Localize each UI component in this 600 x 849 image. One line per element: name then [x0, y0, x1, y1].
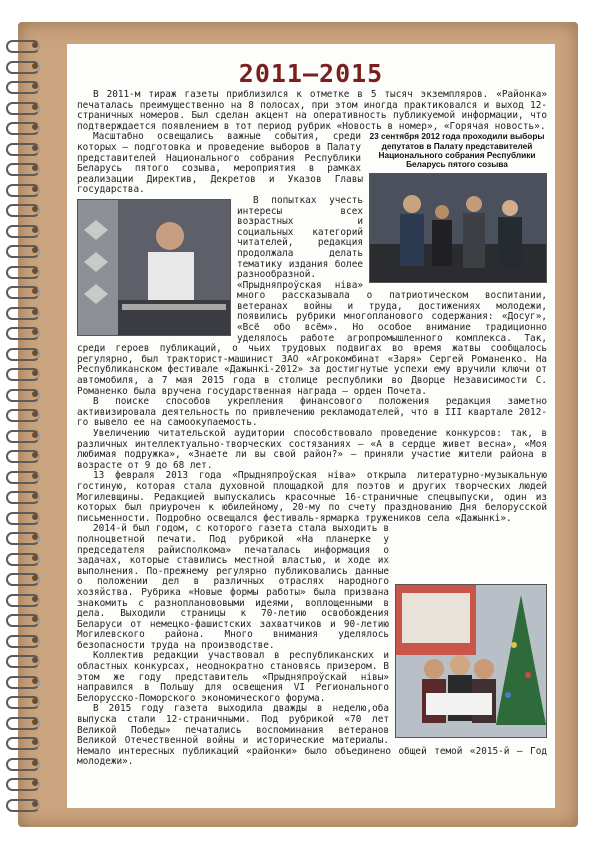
spiral-ring [2, 737, 42, 749]
spiral-ring [2, 594, 42, 606]
spiral-ring [2, 512, 42, 524]
paragraph-7: 2014-й был годом, с которого газета стала выходить в полноцветной печати. Под рубрикой «На планерке у председателя райисполкома» печаталась информация о задачах, которые ставились местной властью, и ходе их выполнения. По-прежнему регулярно публиковались данные о положении дел в различных отраслях народного хозяйства. Рубрика «Новые формы работы» была призвана знакомить с разнопланововыми идеями, воплощенными в дела. Выходили страницы к 70-летию освобождения Беларуси от немецко-фашистских захватчиков и 90-летию Могилевского района. Много внимания уделялось безопасности труда на производстве. [77, 523, 389, 651]
spiral-ring [2, 61, 42, 73]
spiral-ring [2, 491, 42, 503]
spiral-ring [2, 204, 42, 216]
spiral-ring [2, 450, 42, 462]
paragraph-2: Масштабно освещались важные события, среди которых – подготовка и проведение выборов в Палату представителей Национального собрания Республики Беларусь пятого созыва, мероприятия в рамках реализации Директив, Декретов и Указов Главы государства. [77, 131, 363, 196]
spiral-ring [2, 163, 42, 175]
spiral-ring [2, 614, 42, 626]
photo-tractor-driver [77, 199, 231, 336]
notebook-page [67, 44, 555, 808]
paragraph-4: В поиске способов укрепления финансового положения редакция заметно активизировала деятельность по привлечению рекламодателей, что в III квартале 2012-го вывело ее на самоокупаемость. [77, 396, 547, 429]
paragraph-5: Увеличению читательской аудитории способствовало проведение конкурсов: так, в различных интеллектуально-творческих состязаниях – «А в сердце живет весна», «Моя любимая подружка», «Знаете ли вы свой район?» – приняли участие жители района в возрасте от 9 до 68 лет. [77, 428, 547, 471]
spiral-binding [2, 40, 42, 820]
article-body [77, 90, 547, 768]
spiral-ring [2, 389, 42, 401]
spiral-ring [2, 368, 42, 380]
spiral-ring [2, 778, 42, 790]
spiral-ring [2, 553, 42, 565]
photo-elections [369, 173, 547, 283]
spiral-ring [2, 225, 42, 237]
page-title: 2011–2015 [238, 59, 384, 88]
spiral-ring [2, 286, 42, 298]
spiral-ring [2, 245, 42, 257]
spiral-ring [2, 471, 42, 483]
spiral-ring [2, 717, 42, 729]
paragraph-8: Коллектив редакции участвовал в республиканских и областных конкурсах, неоднократно становясь призером. В этом же году представитель «Прыдняпроўскай нівы» направился в Польшу для освещения VI Регионального Белорусско-Поморского экономического форума. [77, 650, 389, 704]
spiral-ring [2, 532, 42, 544]
spiral-ring [2, 327, 42, 339]
spiral-ring [2, 409, 42, 421]
spiral-ring [2, 184, 42, 196]
spiral-ring [2, 635, 42, 647]
photo-editorial-staff [395, 584, 547, 738]
photo-caption-elections: 23 сентября 2012 года проходили выборы депутатов в Палату представителей Национального собрания Республики Беларусь пятого созыва [369, 131, 545, 169]
spiral-ring [2, 348, 42, 360]
spiral-ring [2, 266, 42, 278]
spiral-ring [2, 307, 42, 319]
paragraph-3: В попытках учесть интересы всех возрастных и социальных категорий читателей, редакция продолжала делать тематику издания более разнообразной. «Прыдняпроўская ніва» много рассказывала о патриотическом воспитании, ветеранах войны и труда, достижениях молодежи, появились рубрики многопланового содержания: «Досуг», «Всё обо всём». Но особое внимание традиционно уделялось работе агропромышленного комплекса. Так, среди героев публикаций, о чьих трудовых подвигах во время жатвы сообщалось регулярно, был тракторист-машинист ЗАО «Агрокомбинат «Заря» Сергей Романенко. На Республиканском фестивале «Дажынкі-2012» за достигнутые успехи ему вручили ключи от автомобиля, а 7 мая 2015 года в столице республики во Дворце Независимости С. Романенко была вручена государственная награда – орден Почета. [77, 194, 547, 397]
spiral-ring [2, 696, 42, 708]
spiral-ring [2, 122, 42, 134]
spiral-ring [2, 799, 42, 811]
spiral-ring [2, 758, 42, 770]
spiral-ring [2, 655, 42, 667]
paragraph-6: 13 февраля 2013 года «Прыдняпроўская ніва» открыла литературно-музыкальную гостиную, которая стала духовной площадкой для поэтов и других творческих людей Могилевщины. Редакцией выпускались красочные 16-страничные спецвыпуски, один из которых был приурочен к юбилейному, 20-му по счету празднованию Дня белорусской письменности. Подробно освещался фестиваль-ярмарка тружеников села «Дажынкі». [77, 470, 547, 524]
spiral-ring [2, 81, 42, 93]
spiral-ring [2, 40, 42, 52]
spiral-ring [2, 102, 42, 114]
spiral-ring [2, 676, 42, 688]
paragraph-1: В 2011-м тираж газеты приблизился к отметке в 5 тысяч экземпляров. «Районка» печаталась преимущественно на 8 полосах, при этом иногда практиковался и выход 12-страничных номеров. Был сделан акцент на оперативность публикуемой информации, что подтверждается появлением в тот период рубрик «Новость в номер», «Горячая новость». [77, 89, 547, 132]
paragraph-9: В 2015 году газета выходила дважды в неделю,оба выпуска стали 12-страничными. Под рубрикой «70 лет Великой Победы» печатались воспоминания ветеранов Великой Отечественной войны и исторические материалы. Немало интересных публикаций «районки» было объединено общей темой «2015-й – Год молодежи». [77, 703, 547, 768]
spiral-ring [2, 143, 42, 155]
spiral-ring [2, 430, 42, 442]
spiral-ring [2, 573, 42, 585]
